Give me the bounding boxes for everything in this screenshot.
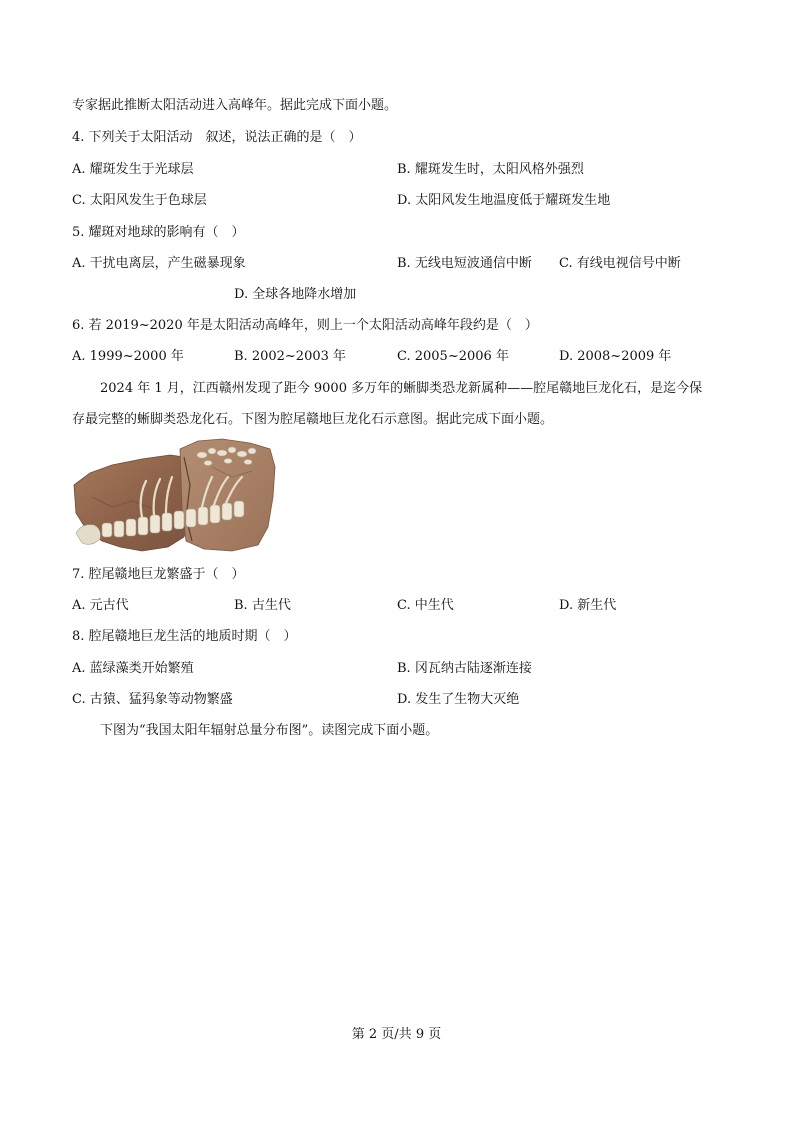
question-4-option-c: C. 太阳风发生于色球层 (72, 193, 207, 208)
question-8-option-d: D. 发生了生物大灭绝 (397, 692, 520, 707)
passage-dino-line-1: 2024 年 1 月，江西赣州发现了距今 9000 多万年的蜥脚类恐龙新属种——腔尾赣地巨龙化石，是迄今保 (100, 381, 703, 396)
question-5-stem: 5. 耀斑对地球的影响有（ ） (72, 225, 245, 240)
question-5-option-a: A. 干扰电离层，产生磁暴现象 (72, 256, 246, 271)
passage-text: 专家据此推断太阳活动进入高峰年。据此完成下面小题。 (72, 98, 398, 113)
question-7-option-a: A. 元古代 (72, 598, 129, 613)
question-5-option-b: B. 无线电短波通信中断 (397, 256, 532, 271)
question-7-option-d: D. 新生代 (559, 598, 617, 613)
page-footer: 第 2 页/共 9 页 (351, 1027, 442, 1042)
question-4-option-b: B. 耀斑发生时，太阳风格外强烈 (397, 162, 584, 177)
question-6-option-c: C. 2005~2006 年 (397, 349, 509, 364)
question-5-option-c: C. 有线电视信号中断 (559, 256, 681, 271)
question-7-option-b: B. 古生代 (234, 598, 291, 613)
question-7-stem: 7. 腔尾赣地巨龙繁盛于（ ） (72, 567, 245, 582)
question-4-stem: 4. 下列关于太阳活动 叙述，说法正确的是（ ） (72, 130, 362, 145)
question-6-stem: 6. 若 2019~2020 年是太阳活动高峰年，则上一个太阳活动高峰年段约是（ ） (72, 318, 538, 333)
passage-dino-line-2: 存最完整的蜥脚类恐龙化石。下图为腔尾赣地巨龙化石示意图。据此完成下面小题。 (72, 412, 554, 427)
question-8-option-c: C. 古猿、猛犸象等动物繁盛 (72, 692, 233, 707)
passage-solar: 下图为“我国太阳年辐射总量分布图”。读图完成下面小题。 (100, 723, 439, 738)
question-4-option-a: A. 耀斑发生于光球层 (72, 162, 194, 177)
question-6-option-d: D. 2008~2009 年 (559, 349, 672, 364)
question-7-option-c: C. 中生代 (397, 598, 454, 613)
question-6-option-a: A. 1999~2000 年 (72, 349, 184, 364)
question-4-option-d: D. 太阳风发生地温度低于耀斑发生地 (397, 193, 611, 208)
question-8-option-b: B. 冈瓦纳古陆逐渐连接 (397, 661, 532, 676)
question-6-option-b: B. 2002~2003 年 (234, 349, 347, 364)
question-8-option-a: A. 蓝绿藻类开始繁殖 (72, 661, 194, 676)
question-8-stem: 8. 腔尾赣地巨龙生活的地质时期（ ） (72, 629, 297, 644)
question-5-option-d: D. 全球各地降水增加 (234, 287, 357, 302)
dinosaur-fossil-image (72, 437, 277, 555)
